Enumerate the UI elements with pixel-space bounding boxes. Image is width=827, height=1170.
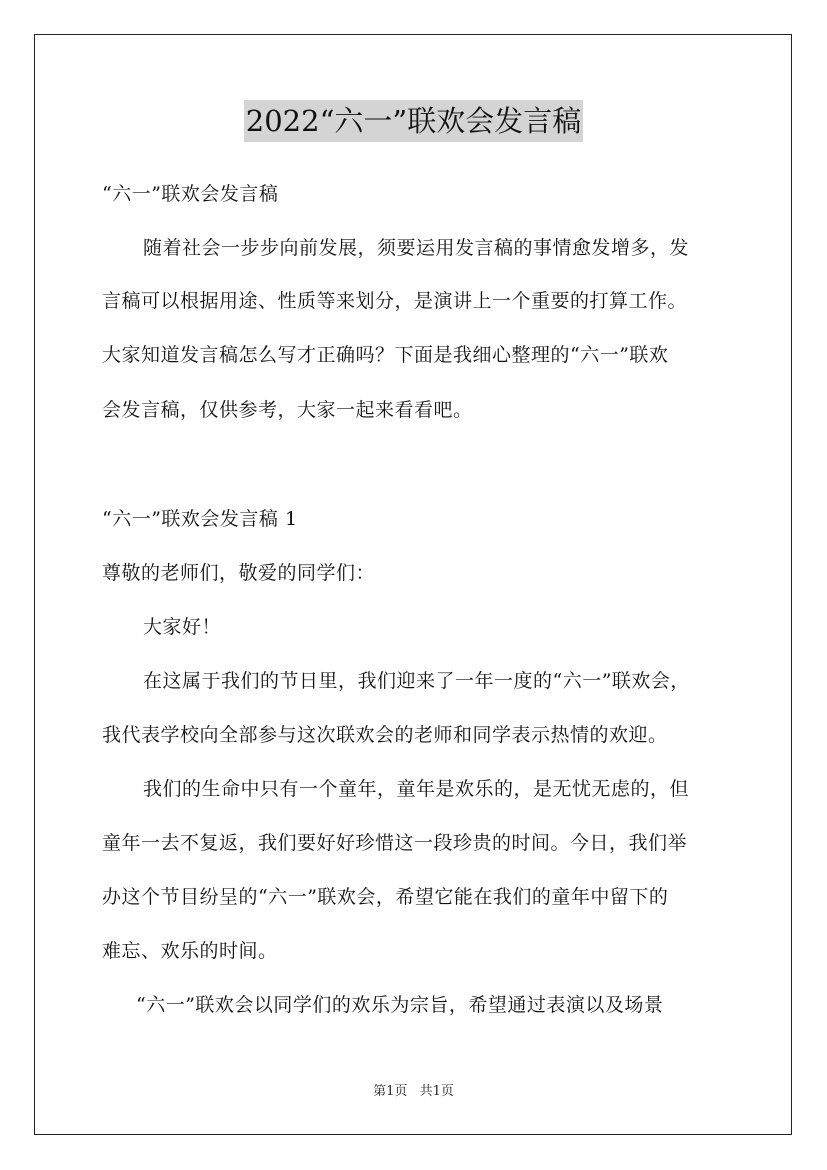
- greeting-line: 大家好！: [143, 616, 222, 638]
- salutation-line: 尊敬的老师们，敬爱的同学们：: [102, 562, 376, 584]
- paragraph-line: 在这属于我们的节日里，我们迎来了一年一度的“六一”联欢会，: [143, 670, 690, 692]
- document-title: 2022“六一”联欢会发言稿: [244, 100, 583, 142]
- page-number: 第1页: [373, 1084, 408, 1099]
- section-heading: “六一”联欢会发言稿 1: [102, 508, 298, 530]
- paragraph-line: 我们的生命中只有一个童年，童年是欢乐的，是无忧无虑的，但: [143, 778, 690, 800]
- paragraph-line: 办这个节目纷呈的“六一”联欢会，希望它能在我们的童年中留下的: [102, 886, 669, 908]
- title-container: [0, 100, 827, 142]
- subtitle-line: “六一”联欢会发言稿: [102, 183, 279, 205]
- paragraph-line: 大家知道发言稿怎么写才正确吗？下面是我细心整理的“六一”联欢: [102, 344, 669, 366]
- paragraph-line: 会发言稿，仅供参考，大家一起来看看吧。: [102, 399, 473, 421]
- paragraph-line: 童年一去不复返，我们要好好珍惜这一段珍贵的时间。今日，我们举: [102, 832, 688, 854]
- page-total: 共1页: [419, 1084, 454, 1099]
- paragraph-line: 我代表学校向全部参与这次联欢会的老师和同学表示热情的欢迎。: [102, 724, 668, 746]
- page-footer: [0, 1083, 827, 1101]
- paragraph-line: 难忘、欢乐的时间。: [102, 940, 278, 962]
- paragraph-line: “六一”联欢会以同学们的欢乐为宗旨，希望通过表演以及场景: [136, 994, 664, 1016]
- paragraph-line: 随着社会一步步向前发展，须要运用发言稿的事情愈发增多，发: [143, 237, 690, 259]
- paragraph-line: 言稿可以根据用途、性质等来划分，是演讲上一个重要的打算工作。: [102, 290, 688, 312]
